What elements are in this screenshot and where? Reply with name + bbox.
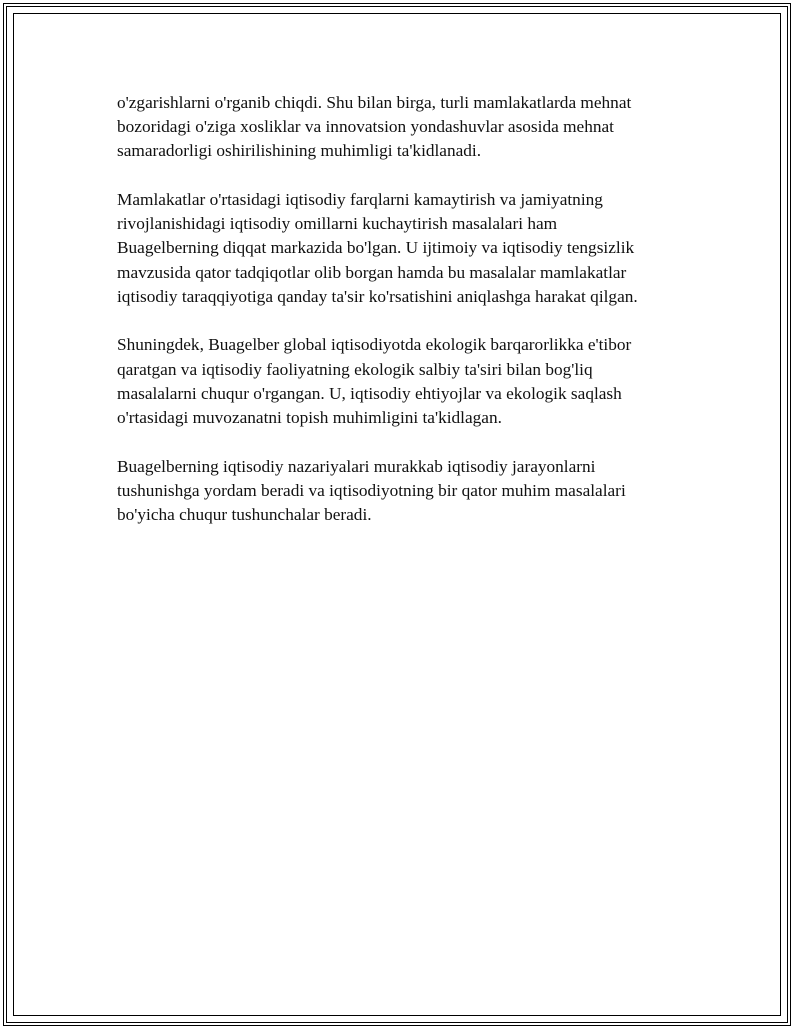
paragraph-2 — [117, 188, 687, 309]
text-line: mavzusida qator tadqiqotlar olib borgan hamda bu masalalar mamlakatlar — [117, 262, 627, 282]
text-line: Buagelberning diqqat markazida bo'lgan. U ijtimoiy va iqtisodiy tengsizlik — [117, 238, 635, 258]
text-line: tushunishga yordam beradi va iqtisodiyotning bir qator muhim masalalari — [117, 480, 626, 500]
text-line: masalalarni chuqur o'rgangan. U, iqtisodiy ehtiyojlar va ekologik saqlash — [117, 383, 622, 403]
text-line: o'rtasidagi muvozanatni topish muhimligini ta'kidlagan. — [117, 408, 502, 428]
text-line: Shuningdek, Buagelber global iqtisodiyotda ekologik barqarorlikka e'tibor — [117, 335, 632, 355]
text-line: samaradorligi oshirilishining muhimligi ta'kidlanadi. — [117, 141, 482, 161]
text-line: bo'yicha chuqur tushunchalar beradi. — [117, 505, 372, 525]
text-line: Mamlakatlar o'rtasidagi iqtisodiy farqlarni kamaytirish va jamiyatning — [117, 190, 603, 209]
document-body — [117, 91, 687, 552]
text-line: bozoridagi o'ziga xosliklar va innovatsion yondashuvlar asosida mehnat — [117, 117, 614, 137]
text-line: iqtisodiy taraqqiyotiga qanday ta'sir ko'rsatishini aniqlashga harakat qilgan. — [117, 286, 638, 306]
paragraph-3 — [117, 333, 687, 430]
text-line: qaratgan va iqtisodiy faoliyatning ekologik salbiy ta'siri bilan bog'liq — [117, 359, 593, 379]
paragraph-1 — [117, 91, 687, 164]
text-line: Buagelberning iqtisodiy nazariyalari murakkab iqtisodiy jarayonlarni — [117, 456, 596, 476]
paragraph-4 — [117, 455, 687, 528]
text-line: o'zgarishlarni o'rganib chiqdi. Shu bilan birga, turli mamlakatlarda mehnat — [117, 93, 632, 112]
text-line: rivojlanishidagi iqtisodiy omillarni kuchaytirish masalalari ham — [117, 214, 558, 234]
